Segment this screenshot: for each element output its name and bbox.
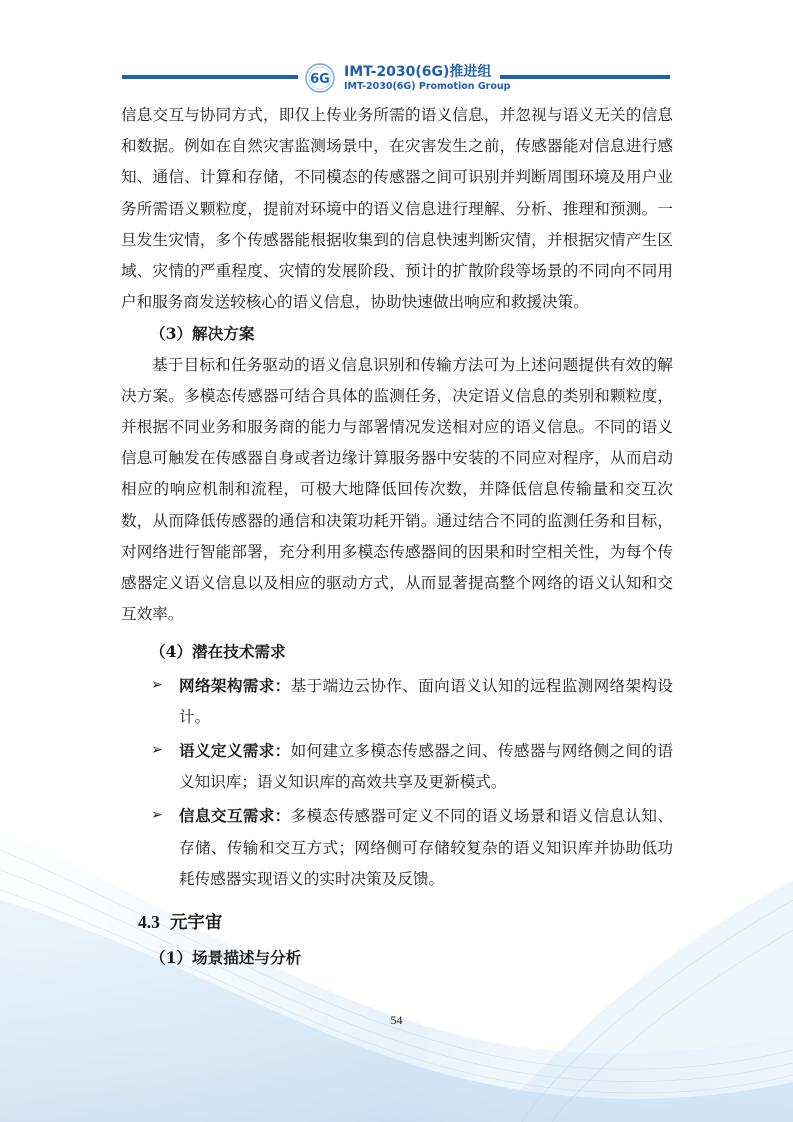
list-item	[121, 735, 673, 798]
heading-technical-requirements: （4）潜在技术需求	[150, 642, 286, 662]
requirement-term: 网络架构需求：	[179, 675, 291, 695]
requirements-list	[121, 670, 673, 895]
section-heading	[121, 905, 673, 940]
6g-logo-icon	[302, 62, 338, 94]
section-title: 元宇宙	[169, 913, 223, 934]
header-rule-right	[500, 75, 670, 79]
requirement-text: 多模态传感器可定义不同的语义场景和语义信息认知、存储、传输和交互方式；网络侧可存储较复杂的语义知识库并协助低功耗传感器实现语义的实时决策及反馈。	[179, 807, 673, 888]
arrow-bullet-icon: ➢	[151, 676, 163, 693]
header-rule-left	[122, 75, 298, 79]
requirement-term: 信息交互需求：	[179, 806, 291, 826]
page-header	[0, 62, 793, 102]
list-item	[121, 670, 673, 733]
paragraph-solution: 基于目标和任务驱动的语义信息识别和传输方法可为上述问题提供有效的解决方案。多模态传感器可结合具体的监测任务，决定语义信息的类别和颗粒度，并根据不同业务和服务商的能力与部署情况发送相对应的语义信息。不同的语义信息可触发在传感器自身或者边缘计算服务器中安装的不同应对程序，从而启动相应的响应机制和流程，可极大地降低回传次数，并降低信息传输量和交互次数，从而降低传感器的通信和决策功耗开销。通过结合不同的监测任务和目标，对网络进行智能部署，充分利用多模态传感器间的因果和时空相关性，为每个传感器定义语义信息以及相应的驱动方式，从而显著提高整个网络的语义认知和交互效率。	[121, 355, 673, 624]
requirement-text: 如何建立多模态传感器之间、传感器与网络侧之间的语义知识库；语义知识库的高效共享及更新模式。	[179, 742, 673, 792]
brand-subtitle: IMT-2030(6G) Promotion Group	[344, 81, 511, 92]
brand-title: IMT-2030(6G)推进组	[344, 64, 492, 80]
heading-scenario: （1）场景描述与分析	[150, 948, 302, 968]
page-number: 54	[390, 1013, 403, 1027]
requirement-text: 基于端边云协作、面向语义认知的远程监测网络架构设计。	[179, 676, 673, 726]
requirement-term: 语义定义需求：	[179, 741, 291, 761]
list-item	[121, 800, 673, 895]
arrow-bullet-icon: ➢	[151, 742, 163, 759]
paragraph-continued: 信息交互与协同方式，即仅上传业务所需的语义信息，并忽视与语义无关的信息和数据。例如在自然灾害监测场景中，在灾害发生之前，传感器能对信息进行感知、通信、计算和存储，不同模态的传感器之间可识别并判断周围环境及用户业务所需语义颗粒度，提前对环境中的语义信息进行理解、分析、推理和预测。一旦发生灾情，多个传感器能根据收集到的信息快速判断灾情，并根据灾情产生区域、灾情的严重程度、灾情的发展阶段、预计的扩散阶段等场景的不同向不同用户和服务商发送较核心的语义信息，协助快速做出响应和救援决策。	[121, 106, 673, 312]
document-body	[121, 100, 673, 973]
heading-solution: （3）解决方案	[150, 324, 255, 344]
arrow-bullet-icon: ➢	[151, 807, 163, 824]
logo-text: 6G	[310, 72, 330, 87]
section-number: 4.3	[138, 912, 160, 933]
